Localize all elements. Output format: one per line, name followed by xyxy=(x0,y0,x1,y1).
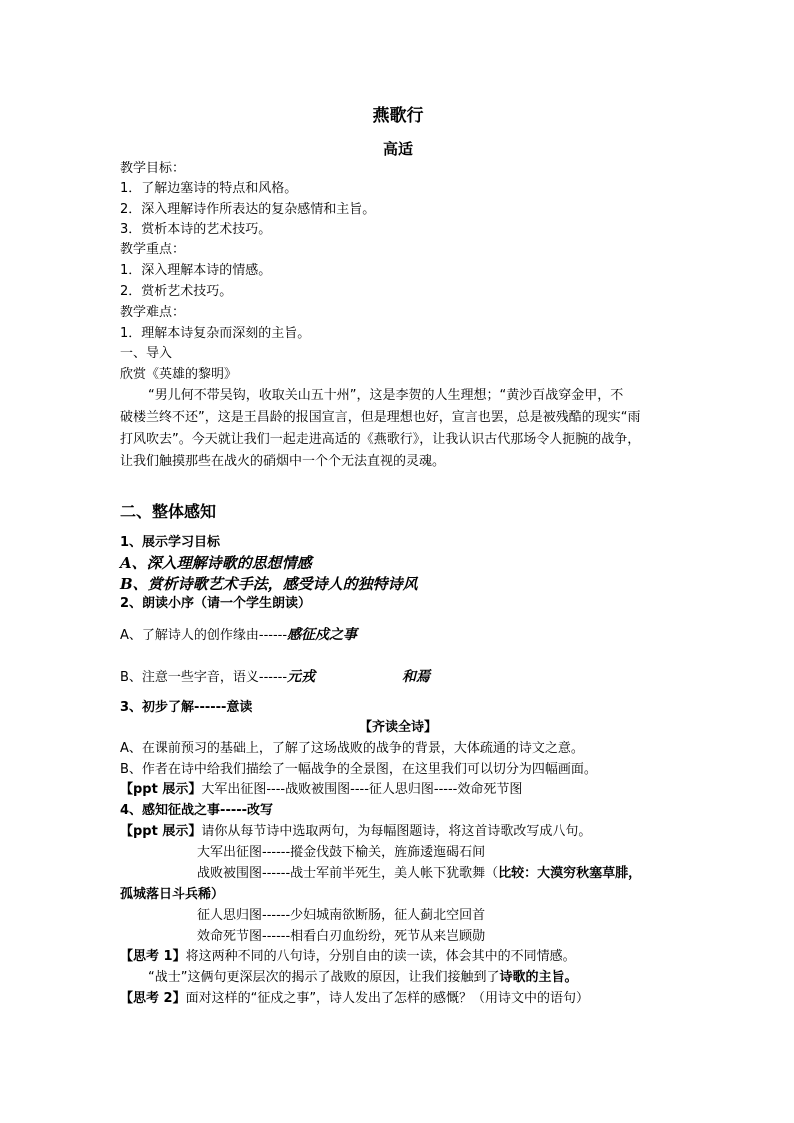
s2-item-b-emphasis-2: 和焉 xyxy=(402,669,430,685)
s4-poem-line-text: 战败被围图------战士军前半死生，美人帐下犹歌舞（ xyxy=(197,866,499,881)
s3-ppt xyxy=(120,780,522,800)
s1-goal-a: A、深入理解诗歌的思想情感 xyxy=(120,554,312,572)
s4-compare-text-cont: 孤城落日斗兵稀） xyxy=(120,887,225,902)
s4-ppt-text: 请你从每节诗中选取两句，为每幅图题诗，将这首诗歌改写成八句。 xyxy=(201,824,592,839)
doc-title: 燕歌行 xyxy=(372,106,424,126)
s4-poem-line xyxy=(197,864,641,884)
goal-item: 3．赏析本诗的艺术技巧。 xyxy=(120,222,272,237)
s3-item-b: B、作者在诗中给我们描绘了一幅战争的全景图，在这里我们可以切分为四幅画面。 xyxy=(120,762,597,777)
think1-note-emphasis: 诗歌的主旨。 xyxy=(499,970,578,985)
goals-label: 教学目标： xyxy=(120,161,186,176)
intro-paragraph-line: 打风吹去”。今天就让我们一起走进高适的《燕歌行》，让我认识古代那场令人扼腕的战争， xyxy=(120,432,641,447)
s2-item-b xyxy=(120,667,315,688)
intro-paragraph-line: 让我们触摸那些在战火的硝烟中一个个无法直视的灵魂。 xyxy=(120,454,446,469)
intro-heading: 一、导入 xyxy=(120,346,173,361)
s4-poem-line: 大军出征图------摐金伐鼓下榆关，旌旆逶迤碣石间 xyxy=(197,845,486,860)
think1-label: 【思考 1】 xyxy=(120,949,186,964)
s3-center-label: 【齐读全诗】 xyxy=(358,720,437,735)
s4-poem-line: 征人思归图------少妇城南欲断肠，征人蓟北空回首 xyxy=(197,908,486,923)
s2-item-a-emphasis: 感征戍之事 xyxy=(287,627,358,643)
think1-note-text: “战士”这俩句更深层次的揭示了战败的原因，让我们接触到了 xyxy=(148,970,500,985)
s2-item-b-text: B、注意一些字音，语义------ xyxy=(120,670,288,685)
intro-paragraph-line: “男儿何不带吴钩，收取关山五十州”，这是李贺的人生理想；“黄沙百战穿金甲，不 xyxy=(148,388,624,403)
difficulty-item: 1．理解本诗复杂而深刻的主旨。 xyxy=(120,326,311,341)
s4-heading: 4、感知征战之事-----改写 xyxy=(120,803,274,818)
focus-label: 教学重点： xyxy=(120,242,186,257)
intro-sub: 欣赏《英雄的黎明》 xyxy=(120,367,238,382)
think1 xyxy=(120,947,576,967)
goal-item: 2．深入理解诗作所表达的复杂感情和主旨。 xyxy=(120,202,376,217)
think2 xyxy=(120,989,589,1009)
s3-heading: 3、初步了解------意读 xyxy=(120,700,253,715)
s2-item-b-emphasis: 元戎 xyxy=(287,669,316,685)
difficulty-label: 教学难点： xyxy=(120,305,186,320)
s4-compare-text: 比较：大漠穷秋塞草腓， xyxy=(498,866,642,881)
s3-item-a: A、在课前预习的基础上，了解了这场战败的战争的背景，大体疏通的诗文之意。 xyxy=(120,741,584,756)
intro-paragraph-line: 破楼兰终不还”，这是王昌龄的报国宣言，但是理想也好，宣言也罢，总是被残酷的现实“雨 xyxy=(120,410,641,425)
s3-ppt-text: 大军出征图----战败被围图----征人思归图-----效命死节图 xyxy=(201,782,523,797)
s1-goal-b: B、赏析诗歌艺术手法，感受诗人的独特诗风 xyxy=(120,575,418,593)
goal-item: 1．了解边塞诗的特点和风格。 xyxy=(120,181,298,196)
s1-heading: 1、展示学习目标 xyxy=(120,535,221,550)
section2-heading: 二、整体感知 xyxy=(120,502,217,521)
s2-item-a xyxy=(120,625,357,646)
think1-note xyxy=(148,968,578,988)
s4-ppt xyxy=(120,822,591,842)
s2-item-a-text: A、了解诗人的创作缘由------ xyxy=(120,628,288,643)
s4-poem-line: 效命死节图------相看白刃血纷纷，死节从来岂顾勋 xyxy=(197,929,486,944)
think2-label: 【思考 2】 xyxy=(120,991,186,1006)
focus-item: 1．深入理解本诗的情感。 xyxy=(120,263,272,278)
s2-heading: 2、朗读小序（请一个学生朗读） xyxy=(120,596,312,611)
think2-text: 面对这样的“征戍之事”，诗人发出了怎样的感慨？（用诗文中的语句） xyxy=(185,991,590,1006)
doc-author: 高适 xyxy=(382,140,413,158)
s4-ppt-label: 【ppt 展示】 xyxy=(120,824,202,839)
s3-ppt-label: 【ppt 展示】 xyxy=(120,782,202,797)
think1-text: 将这两种不同的八句诗，分别自由的读一读，体会其中的不同情感。 xyxy=(185,949,576,964)
focus-item: 2．赏析艺术技巧。 xyxy=(120,284,233,299)
